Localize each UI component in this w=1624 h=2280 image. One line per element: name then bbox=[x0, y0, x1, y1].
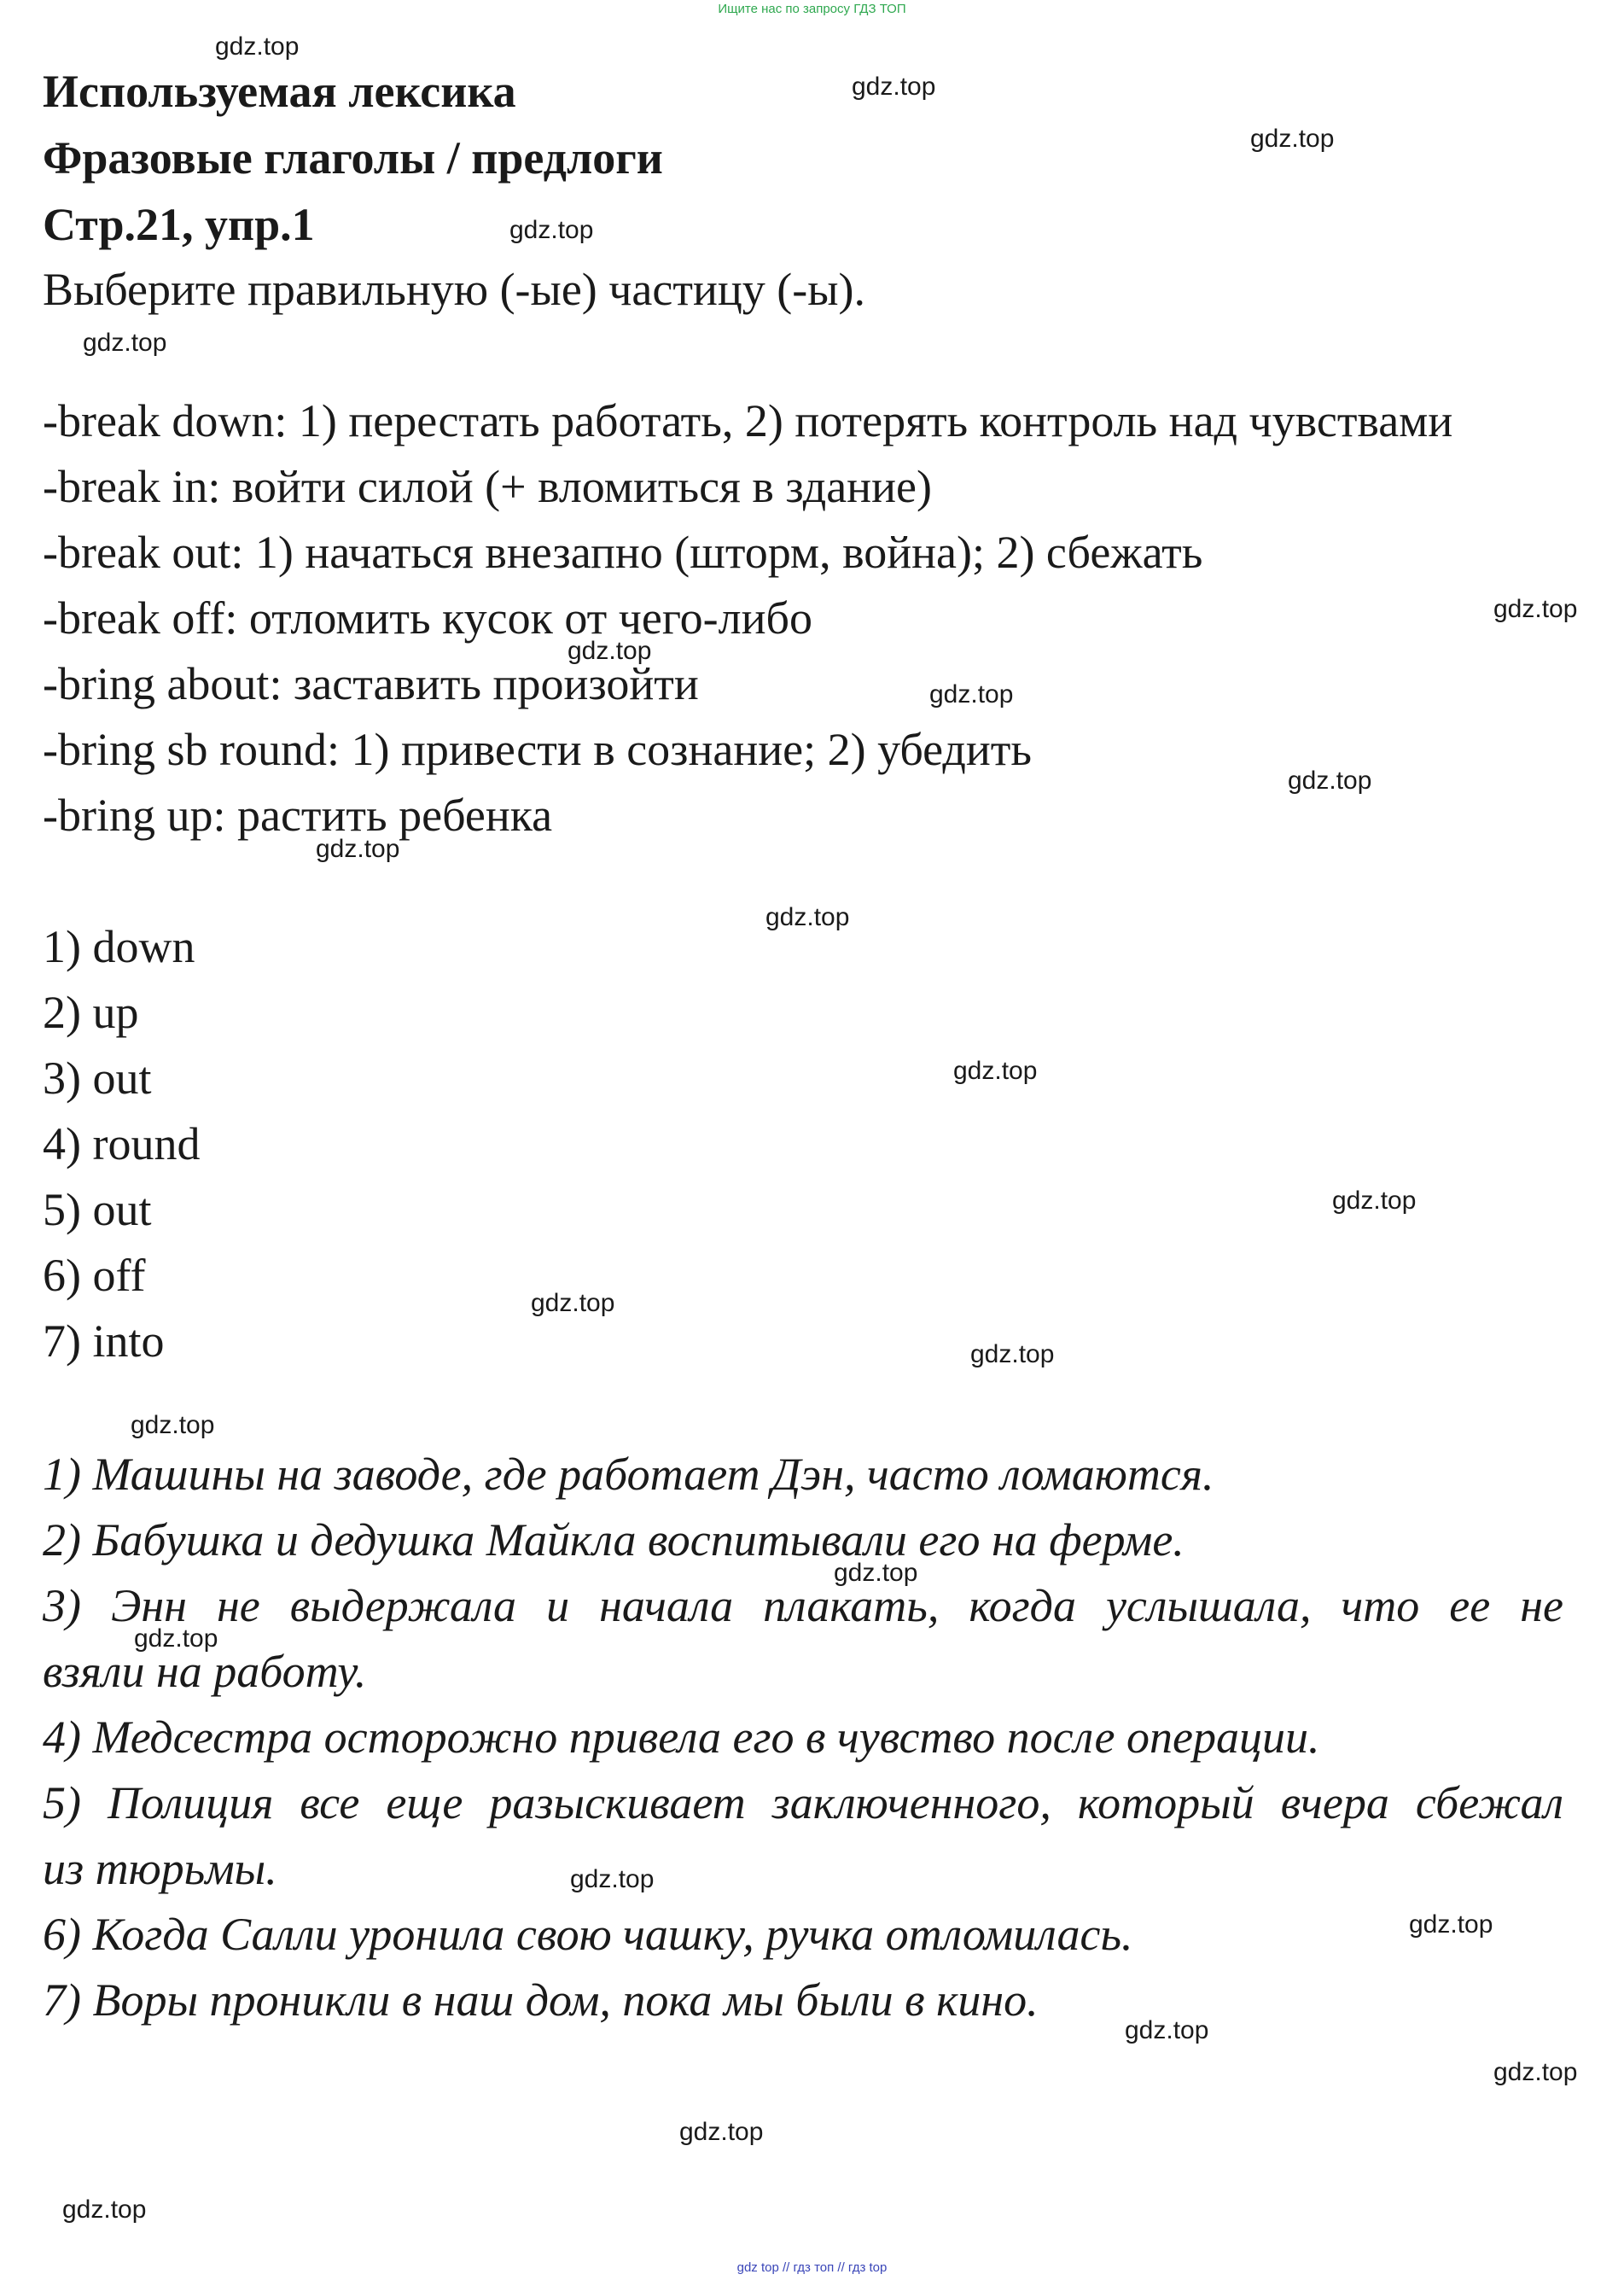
translation-5-line-1: 5) Полиция все еще разыскивает заключенного, который вчера сбежал bbox=[43, 1777, 1563, 1828]
watermark: gdz.top bbox=[1332, 1187, 1417, 1215]
watermark: gdz.top bbox=[568, 637, 652, 665]
vocab-line-3: -break out: 1) начаться внезапно (шторм, война); 2) сбежать bbox=[43, 527, 1203, 578]
subsection-heading: Фразовые глаголы / предлоги bbox=[43, 132, 663, 184]
translation-5-line-2: из тюрьмы. bbox=[43, 1843, 277, 1894]
watermark: gdz.top bbox=[531, 1289, 615, 1317]
watermark: gdz.top bbox=[679, 2118, 764, 2146]
translation-2: 2) Бабушка и дедушка Майкла воспитывали его на ферме. bbox=[43, 1514, 1185, 1566]
watermark: gdz.top bbox=[215, 32, 300, 61]
vocab-line-7: -bring up: растить ребенка bbox=[43, 790, 553, 841]
answer-4: 4) round bbox=[43, 1118, 201, 1169]
watermark: gdz.top bbox=[1409, 1910, 1493, 1939]
vocab-line-4: -break off: отломить кусок от чего-либо bbox=[43, 592, 812, 644]
exercise-heading: Стр.21, упр.1 bbox=[43, 199, 315, 250]
watermark: gdz.top bbox=[834, 1559, 918, 1587]
vocab-line-1: -break down: 1) перестать работать, 2) потерять контроль над чувствами bbox=[43, 395, 1453, 446]
translation-1: 1) Машины на заводе, где работает Дэн, часто ломаются. bbox=[43, 1449, 1214, 1500]
watermark: gdz.top bbox=[929, 680, 1014, 708]
watermark: gdz.top bbox=[83, 329, 167, 357]
top-banner: Ищите нас по запросу ГДЗ ТОП bbox=[718, 2, 906, 16]
watermark: gdz.top bbox=[1493, 2058, 1578, 2086]
translation-3-line-2: взяли на работу. bbox=[43, 1646, 367, 1697]
watermark: gdz.top bbox=[953, 1057, 1038, 1085]
watermark: gdz.top bbox=[316, 835, 400, 863]
translation-3-line-1: 3) Энн не выдержала и начала плакать, когда услышала, что ее не bbox=[43, 1580, 1563, 1631]
watermark: gdz.top bbox=[1288, 767, 1372, 795]
answer-5: 5) out bbox=[43, 1184, 152, 1235]
watermark: gdz.top bbox=[970, 1340, 1055, 1368]
watermark: gdz.top bbox=[852, 73, 936, 101]
vocab-line-2: -break in: войти силой (+ вломиться в здание) bbox=[43, 461, 932, 512]
answer-3: 3) out bbox=[43, 1053, 152, 1104]
translation-4: 4) Медсестра осторожно привела его в чувство после операции. bbox=[43, 1711, 1320, 1763]
vocab-line-5: -bring about: заставить произойти bbox=[43, 658, 699, 709]
instruction-text: Выберите правильную (-ые) частицу (-ы). bbox=[43, 264, 865, 315]
watermark: gdz.top bbox=[509, 216, 594, 244]
watermark: gdz.top bbox=[1250, 125, 1335, 153]
watermark: gdz.top bbox=[765, 903, 850, 931]
answer-2: 2) up bbox=[43, 987, 139, 1038]
watermark: gdz.top bbox=[1493, 595, 1578, 623]
answer-1: 1) down bbox=[43, 921, 195, 972]
bottom-banner: gdz top // гдз топ // гдз top bbox=[736, 2260, 888, 2275]
watermark: gdz.top bbox=[1125, 2016, 1209, 2044]
translation-6: 6) Когда Салли уронила свою чашку, ручка отломилась. bbox=[43, 1909, 1133, 1960]
watermark: gdz.top bbox=[62, 2195, 147, 2224]
watermark: gdz.top bbox=[570, 1865, 655, 1893]
answer-7: 7) into bbox=[43, 1315, 165, 1367]
translation-7: 7) Воры проникли в наш дом, пока мы были в кино. bbox=[43, 1974, 1039, 2026]
watermark: gdz.top bbox=[134, 1624, 218, 1653]
section-heading: Используемая лексика bbox=[43, 66, 516, 117]
vocab-line-6: -bring sb round: 1) привести в сознание; 2) убедить bbox=[43, 724, 1033, 775]
answer-6: 6) off bbox=[43, 1250, 146, 1301]
watermark: gdz.top bbox=[131, 1411, 215, 1439]
